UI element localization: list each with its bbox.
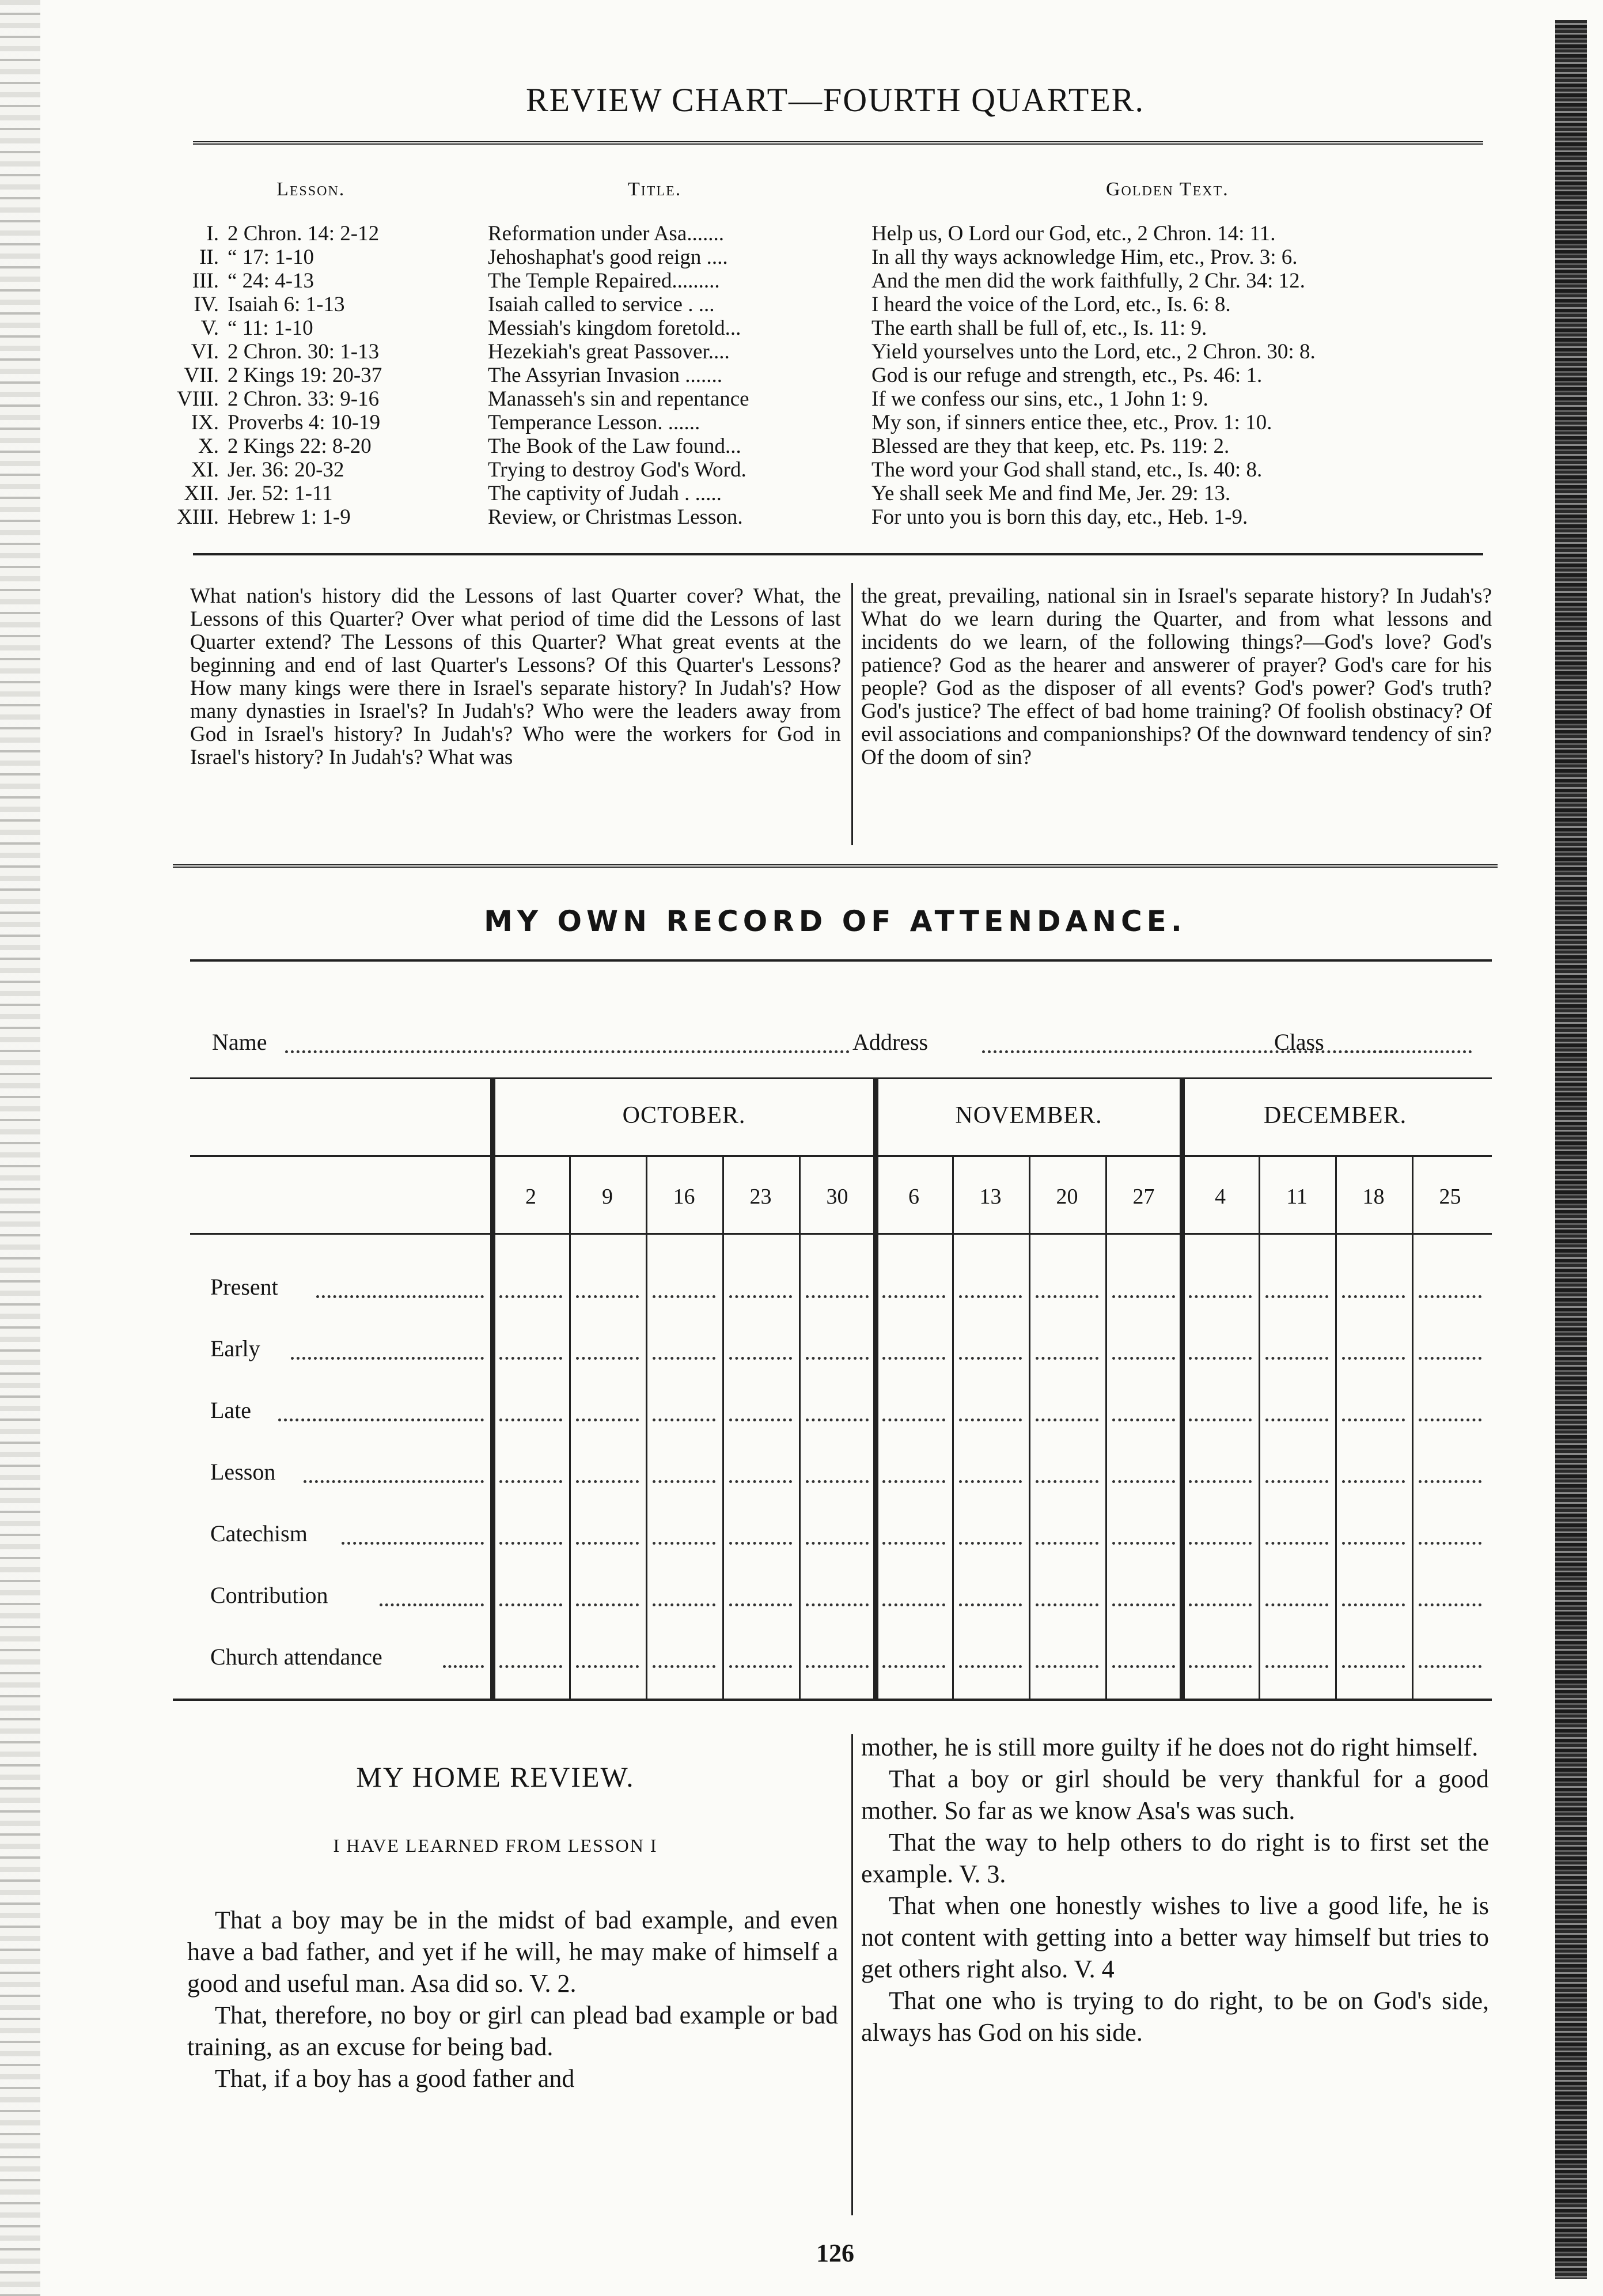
attendance-cell[interactable]: [1265, 1357, 1328, 1360]
day-divider: [1029, 1157, 1030, 1699]
lesson-reference: Proverbs 4: 10-19: [228, 411, 381, 434]
attendance-cell[interactable]: [653, 1480, 715, 1483]
attendance-cell[interactable]: [1342, 1419, 1405, 1421]
home-review-paragraph: That the way to help others to do right is to first set the example. V. 3.: [861, 1828, 1489, 1888]
address-field[interactable]: [982, 1050, 1394, 1053]
lesson-title: Hezekiah's great Passover....: [488, 340, 730, 364]
attendance-cell[interactable]: [959, 1295, 1022, 1298]
attendance-cell[interactable]: [576, 1665, 639, 1668]
lesson-reference: “ 11: 1-10: [228, 316, 313, 340]
attendance-cell[interactable]: [806, 1419, 869, 1421]
attendance-cell[interactable]: [1419, 1665, 1481, 1668]
attendance-cell[interactable]: [1265, 1480, 1328, 1483]
attendance-cell[interactable]: [729, 1357, 792, 1360]
lesson-row: [173, 293, 1498, 316]
day-header: 6: [908, 1185, 919, 1209]
scan-left-edge: [0, 0, 40, 2296]
attendance-cell[interactable]: [1265, 1603, 1328, 1606]
lesson-title: The Temple Repaired.........: [488, 269, 720, 293]
golden-text: Blessed are they that keep, etc. Ps. 119: 2.: [871, 434, 1230, 458]
day-header: 27: [1132, 1185, 1155, 1209]
attendance-cell[interactable]: [1112, 1480, 1175, 1483]
label-leader: [342, 1542, 484, 1545]
attendance-cell[interactable]: [653, 1357, 715, 1360]
title-rule: [193, 141, 1483, 145]
golden-text: God is our refuge and strength, etc., Ps. 46: 1.: [871, 364, 1263, 387]
home-review-paragraph: That, if a boy has a good father and: [215, 2064, 575, 2093]
attendance-cell[interactable]: [1342, 1542, 1405, 1545]
attendance-cell[interactable]: [1189, 1603, 1252, 1606]
attendance-cell[interactable]: [1189, 1665, 1252, 1668]
golden-text: Ye shall seek Me and find Me, Jer. 29: 13.: [871, 482, 1231, 505]
golden-text: Yield yourselves unto the Lord, etc., 2 Chron. 30: 8.: [871, 340, 1316, 364]
lesson-reference: 2 Kings 22: 8-20: [228, 434, 372, 458]
lesson-title: Jehoshaphat's good reign ....: [488, 245, 728, 269]
attendance-cell[interactable]: [1036, 1295, 1098, 1298]
attendance-cell[interactable]: [1419, 1419, 1481, 1421]
home-review-title: MY HOME REVIEW.: [356, 1761, 635, 1793]
attendance-cell[interactable]: [1419, 1542, 1481, 1545]
page-number: 126: [816, 2239, 854, 2267]
attendance-cell[interactable]: [1342, 1603, 1405, 1606]
attendance-cell[interactable]: [499, 1665, 562, 1668]
attendance-cell[interactable]: [1189, 1480, 1252, 1483]
day-header: 13: [979, 1185, 1002, 1209]
attendance-cell[interactable]: [499, 1295, 562, 1298]
day-header: 11: [1286, 1185, 1308, 1209]
lesson-title: Messiah's kingdom foretold...: [488, 316, 741, 340]
golden-text: In all thy ways acknowledge Him, etc., Prov. 3: 6.: [871, 245, 1298, 269]
golden-text: I heard the voice of the Lord, etc., Is. 6: 8.: [871, 293, 1231, 316]
attendance-cell[interactable]: [882, 1665, 945, 1668]
attendance-cell[interactable]: [1189, 1542, 1252, 1545]
attendance-row-label: Contribution: [210, 1582, 328, 1608]
lesson-title: Isaiah called to service . ...: [488, 293, 715, 316]
lesson-number: VIII.: [177, 387, 219, 411]
lesson-number: IV.: [194, 293, 219, 316]
attendance-cell[interactable]: [653, 1542, 715, 1545]
lesson-title: The Assyrian Invasion .......: [488, 364, 722, 387]
attendance-cell[interactable]: [576, 1480, 639, 1483]
lesson-table: [173, 222, 1498, 529]
attendance-cell[interactable]: [729, 1480, 792, 1483]
home-review-paragraph: That when one honestly wishes to live a good life, he is not content with getting into a better way himself but tries to get others right also. V. 4: [861, 1892, 1489, 1983]
label-leader: [316, 1295, 484, 1298]
section-rule-top: [173, 864, 1498, 868]
page-title: REVIEW CHART—FOURTH QUARTER.: [526, 81, 1145, 119]
attendance-cell[interactable]: [653, 1603, 715, 1606]
lesson-number: XI.: [191, 458, 219, 482]
class-field[interactable]: [1345, 1050, 1472, 1053]
lesson-reference: “ 17: 1-10: [228, 245, 314, 269]
attendance-cell[interactable]: [806, 1665, 869, 1668]
lesson-number: II.: [199, 245, 219, 269]
label-leader: [278, 1419, 484, 1421]
month-row-rule: [190, 1155, 1492, 1157]
day-divider: [722, 1157, 724, 1699]
attendance-cell[interactable]: [959, 1603, 1022, 1606]
attendance-cell[interactable]: [806, 1357, 869, 1360]
lesson-number: IX.: [191, 411, 219, 434]
lesson-reference: Jer. 36: 20-32: [228, 458, 344, 482]
lesson-number: XII.: [184, 482, 219, 505]
attendance-cell[interactable]: [499, 1357, 562, 1360]
attendance-cell[interactable]: [576, 1603, 639, 1606]
name-field[interactable]: [285, 1050, 850, 1053]
attendance-cell[interactable]: [576, 1419, 639, 1421]
attendance-cell[interactable]: [499, 1480, 562, 1483]
lesson-row: [173, 505, 1498, 529]
lesson-title: Temperance Lesson. ......: [488, 411, 700, 434]
label-leader: [304, 1480, 484, 1483]
lesson-row: [173, 482, 1498, 505]
home-review-paragraph: That one who is trying to do right, to be on God's side, always has God on his side.: [861, 1987, 1489, 2047]
lesson-row: [173, 316, 1498, 340]
label-leader: [380, 1603, 484, 1606]
attendance-cell[interactable]: [729, 1295, 792, 1298]
golden-text: And the men did the work faithfully, 2 Chr. 34: 12.: [871, 269, 1305, 293]
golden-text: For unto you is born this day, etc., Heb. 1-9.: [871, 505, 1248, 529]
day-divider: [1335, 1157, 1337, 1699]
attendance-cell[interactable]: [576, 1295, 639, 1298]
attendance-cell[interactable]: [653, 1665, 715, 1668]
home-review-paragraph: That, therefore, no boy or girl can plead bad example or bad training, as an excuse for being bad.: [187, 2001, 838, 2061]
home-review-paragraph: mother, he is still more guilty if he does not do right himself.: [861, 1733, 1479, 1761]
month-divider: [1180, 1077, 1185, 1700]
lesson-number: III.: [192, 269, 219, 293]
attendance-row-label: Catechism: [210, 1520, 308, 1546]
day-row-rule: [190, 1233, 1492, 1235]
day-header: 2: [525, 1185, 536, 1209]
lesson-title: Review, or Christmas Lesson.: [488, 505, 743, 529]
attendance-cell[interactable]: [1036, 1357, 1098, 1360]
attendance-row-label: Early: [210, 1336, 260, 1361]
attendance-cell[interactable]: [1112, 1603, 1175, 1606]
label-leader: [291, 1357, 484, 1360]
attendance-cell[interactable]: [1112, 1419, 1175, 1421]
lesson-row: [173, 340, 1498, 364]
lesson-reference: Hebrew 1: 1-9: [228, 505, 351, 529]
home-review-divider: [851, 1734, 853, 2215]
attendance-cell[interactable]: [1112, 1665, 1175, 1668]
attendance-cell[interactable]: [1419, 1480, 1481, 1483]
attendance-cell[interactable]: [882, 1480, 945, 1483]
month-divider: [490, 1077, 495, 1700]
lesson-number: X.: [198, 434, 219, 458]
attendance-cell[interactable]: [806, 1603, 869, 1606]
attendance-cell[interactable]: [806, 1480, 869, 1483]
day-divider: [1105, 1157, 1107, 1699]
attendance-cell[interactable]: [959, 1480, 1022, 1483]
day-header: 16: [673, 1185, 695, 1209]
attendance-cell[interactable]: [729, 1419, 792, 1421]
attendance-cell[interactable]: [729, 1603, 792, 1606]
lesson-reference: 2 Chron. 14: 2-12: [228, 222, 380, 245]
home-review-subtitle: I HAVE LEARNED FROM LESSON I: [333, 1835, 658, 1856]
lesson-title: Reformation under Asa.......: [488, 222, 724, 245]
lesson-number: I.: [206, 222, 219, 245]
lesson-row: [173, 364, 1498, 387]
lesson-reference: Jer. 52: 1-11: [228, 482, 333, 505]
lesson-title: The Book of the Law found...: [488, 434, 741, 458]
col-head-title: Title.: [628, 179, 682, 200]
name-label: Name: [212, 1029, 267, 1055]
lesson-reference: 2 Chron. 33: 9-16: [228, 387, 380, 411]
day-divider: [1259, 1157, 1260, 1699]
lesson-number: XIII.: [177, 505, 219, 529]
attendance-cell[interactable]: [1342, 1480, 1405, 1483]
attendance-cell[interactable]: [882, 1542, 945, 1545]
attendance-table: [173, 1077, 1498, 1711]
lesson-reference: 2 Kings 19: 20-37: [228, 364, 382, 387]
month-header: NOVEMBER.: [955, 1102, 1102, 1129]
lesson-row: [173, 411, 1498, 434]
attendance-cell[interactable]: [499, 1419, 562, 1421]
attendance-cell[interactable]: [499, 1542, 562, 1545]
attendance-cell[interactable]: [729, 1665, 792, 1668]
attendance-cell[interactable]: [1036, 1603, 1098, 1606]
lesson-reference: “ 24: 4-13: [228, 269, 314, 293]
day-header: 4: [1215, 1185, 1226, 1209]
attendance-cell[interactable]: [882, 1295, 945, 1298]
attendance-cell[interactable]: [1265, 1665, 1328, 1668]
col-head-lesson: Lesson.: [276, 179, 346, 200]
home-review-paragraph: That a boy may be in the midst of bad example, and even have a bad father, and yet if he will, he may make of himself a good and useful man. Asa did so. V. 2.: [187, 1906, 838, 1998]
lesson-row: [173, 434, 1498, 458]
attendance-cell[interactable]: [959, 1542, 1022, 1545]
attendance-cell[interactable]: [1419, 1357, 1481, 1360]
attendance-cell[interactable]: [1265, 1542, 1328, 1545]
lesson-reference: 2 Chron. 30: 1-13: [228, 340, 380, 364]
lesson-number: VII.: [184, 364, 219, 387]
attendance-cell[interactable]: [1036, 1542, 1098, 1545]
scan-right-edge: [1555, 20, 1587, 2279]
golden-text: My son, if sinners entice thee, etc., Prov. 1: 10.: [871, 411, 1272, 434]
attendance-cell[interactable]: [1419, 1295, 1481, 1298]
attendance-row-label: Late: [210, 1397, 252, 1423]
attendance-cell[interactable]: [1189, 1295, 1252, 1298]
section-rule-bottom: [190, 959, 1492, 962]
class-label: Class: [1274, 1029, 1324, 1055]
attendance-cell[interactable]: [653, 1295, 715, 1298]
lesson-number: V.: [200, 316, 219, 340]
day-divider: [799, 1157, 801, 1699]
attendance-cell[interactable]: [882, 1419, 945, 1421]
lesson-row: [173, 387, 1498, 411]
attendance-cell[interactable]: [576, 1542, 639, 1545]
attendance-title: MY OWN RECORD OF ATTENDANCE.: [484, 905, 1187, 938]
label-leader: [443, 1665, 484, 1668]
attendance-cell[interactable]: [806, 1542, 869, 1545]
day-header: 25: [1439, 1185, 1461, 1209]
day-header: 9: [602, 1185, 613, 1209]
questions-divider: [851, 583, 853, 845]
day-divider: [952, 1157, 954, 1699]
attendance-cell[interactable]: [1342, 1295, 1405, 1298]
day-divider: [1412, 1157, 1413, 1699]
lessons-bottom-rule: [193, 553, 1483, 555]
attendance-cell[interactable]: [959, 1665, 1022, 1668]
golden-text: The earth shall be full of, etc., Is. 11: 9.: [871, 316, 1207, 340]
attendance-cell[interactable]: [653, 1419, 715, 1421]
lesson-number: VI.: [191, 340, 219, 364]
attendance-cell[interactable]: [1112, 1542, 1175, 1545]
day-header: 30: [826, 1185, 848, 1209]
day-header: 20: [1056, 1185, 1078, 1209]
golden-text: Help us, O Lord our God, etc., 2 Chron. 14: 11.: [871, 222, 1276, 245]
lesson-title: The captivity of Judah . .....: [488, 482, 722, 505]
home-review-paragraph: That a boy or girl should be very thankful for a good mother. So far as we know Asa's was such.: [861, 1765, 1489, 1825]
day-header: 23: [749, 1185, 772, 1209]
attendance-row-label: Present: [210, 1274, 278, 1300]
attendance-cell[interactable]: [806, 1295, 869, 1298]
attendance-cell[interactable]: [1342, 1357, 1405, 1360]
review-questions-right: the great, prevailing, national sin in Israel's separate history? In Judah's? What do we learn during the Quarter, and from what lessons and incidents do we learn, of the following things?—God's love? God's patience? God as the hearer and answerer of prayer? God's care for his people? God as the disposer of all events? God's power? God's truth? God's justice? The effect of bad home training? Of foolish obstinacy? Of evil associations and companionships? Of the downward tendency of sin? Of the doom of sin?: [861, 584, 1492, 769]
day-divider: [646, 1157, 647, 1699]
attendance-cell[interactable]: [1036, 1419, 1098, 1421]
attendance-cell[interactable]: [1036, 1480, 1098, 1483]
attendance-cell[interactable]: [1036, 1665, 1098, 1668]
attendance-cell[interactable]: [1112, 1295, 1175, 1298]
lesson-title: Trying to destroy God's Word.: [488, 458, 746, 482]
day-header: 18: [1362, 1185, 1385, 1209]
attendance-top-rule: [190, 1077, 1492, 1079]
review-questions-left: What nation's history did the Lessons of last Quarter cover? What, the Lessons of this Quarter? Over what period of time did the Lessons of last Quarter extend? The Lessons of this Quarter? What great events at the beginning and end of last Quarter's Lessons? Of this Quarter's Lessons? How many kings were there in Israel's separate history? In Judah's? How many dynasties in Israel's? In Judah's? Who were the leaders away from God in Israel's history? In Judah's? Who were the workers for God in Israel's history? In Judah's? What was: [190, 584, 841, 769]
lesson-row: [173, 269, 1498, 293]
golden-text: If we confess our sins, etc., 1 John 1: 9.: [871, 387, 1208, 411]
lesson-row: [173, 222, 1498, 245]
attendance-cell[interactable]: [1342, 1665, 1405, 1668]
home-review-left: [187, 1904, 838, 2094]
attendance-bottom-rule: [173, 1699, 1492, 1701]
lesson-title: Manasseh's sin and repentance: [488, 387, 749, 411]
attendance-cell[interactable]: [1112, 1357, 1175, 1360]
col-head-golden-text: Golden Text.: [1106, 179, 1229, 200]
attendance-cell[interactable]: [1189, 1419, 1252, 1421]
month-header: OCTOBER.: [622, 1102, 746, 1129]
attendance-cell[interactable]: [959, 1357, 1022, 1360]
attendance-cell[interactable]: [882, 1357, 945, 1360]
attendance-cell[interactable]: [959, 1419, 1022, 1421]
attendance-cell[interactable]: [499, 1603, 562, 1606]
attendance-row-label: Church attendance: [210, 1644, 382, 1670]
lesson-reference: Isaiah 6: 1-13: [228, 293, 345, 316]
attendance-cell[interactable]: [1419, 1603, 1481, 1606]
attendance-row-label: Lesson: [210, 1459, 276, 1485]
day-divider: [569, 1157, 571, 1699]
attendance-cell[interactable]: [729, 1542, 792, 1545]
attendance-cell[interactable]: [576, 1357, 639, 1360]
attendance-cell[interactable]: [1189, 1357, 1252, 1360]
month-divider: [873, 1077, 878, 1700]
address-label: Address: [852, 1029, 929, 1055]
attendance-cell[interactable]: [1265, 1295, 1328, 1298]
attendance-cell[interactable]: [882, 1603, 945, 1606]
golden-text: The word your God shall stand, etc., Is. 40: 8.: [871, 458, 1263, 482]
attendance-cell[interactable]: [1265, 1419, 1328, 1421]
home-review-right: [861, 1731, 1489, 2048]
lesson-row: [173, 458, 1498, 482]
lesson-row: [173, 245, 1498, 269]
month-header: DECEMBER.: [1263, 1102, 1407, 1129]
